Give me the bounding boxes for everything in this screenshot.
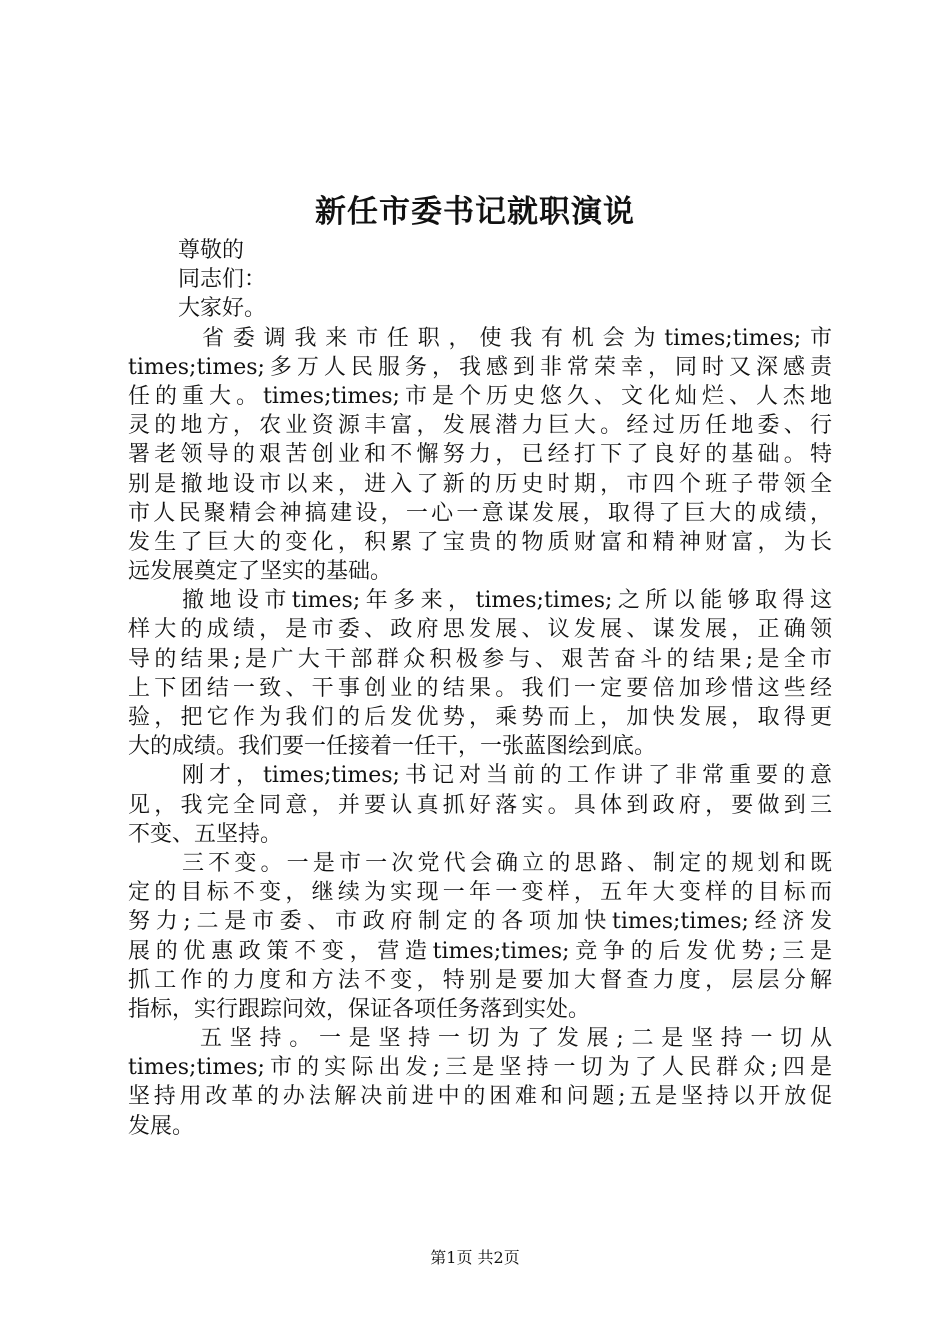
paragraph-3-line: 不变、五坚持。 [128, 821, 283, 847]
paragraph-5-line: times;times;市的实际出发;三是坚持一切为了人民群众;四是 [128, 1055, 832, 1081]
paragraph-4-line: 展的优惠政策不变，营造times;times;竞争的后发优势;三是 [128, 938, 832, 964]
paragraph-5-line: 五坚持。一是坚持一切为了发展;二是坚持一切从 [200, 1026, 832, 1052]
paragraph-1-line: 发生了巨大的变化，积累了宝贵的物质财富和精神财富，为长 [128, 529, 832, 555]
paragraph-1-line: 省委调我来市任职，使我有机会为times;times;市 [202, 325, 832, 351]
paragraph-1-line: 远发展奠定了坚实的基础。 [128, 559, 393, 585]
paragraph-2-line: 导的结果;是广大干部群众积极参与、艰苦奋斗的结果;是全市 [128, 646, 832, 672]
paragraph-4-line: 三不变。一是市一次党代会确立的思路、制定的规划和既 [182, 850, 832, 876]
document-title: 新任市委书记就职演说 [315, 194, 635, 230]
paragraph-2-line: 大的成绩。我们要一任接着一任干，一张蓝图绘到底。 [128, 734, 657, 760]
paragraph-1-line: 市人民聚精会神搞建设，一心一意谋发展，取得了巨大的成绩， [128, 500, 832, 526]
paragraph-4-line: 抓工作的力度和方法不变，特别是要加大督查力度，层层分解 [128, 967, 832, 993]
paragraph-2-line: 样大的成绩，是市委、政府思发展、议发展、谋发展，正确领 [128, 617, 832, 643]
salutation-line: 同志们： [178, 267, 267, 293]
paragraph-1-line: 任的重大。times;times;市是个历史悠久、文化灿烂、人杰地 [128, 383, 832, 409]
page-number: 第1页 共2页 [430, 1248, 520, 1267]
paragraph-2-line: 验，把它作为我们的后发优势，乘势而上，加快发展，取得更 [128, 705, 832, 730]
paragraph-2-line: 上下团结一致、干事创业的结果。我们一定要倍加珍惜这些经 [128, 675, 832, 701]
paragraph-3-line: 见，我完全同意，并要认真抓好落实。具体到政府，要做到三 [128, 792, 832, 818]
paragraph-5-line: 坚持用改革的办法解决前进中的困难和问题;五是坚持以开放促 [128, 1084, 832, 1110]
paragraph-4-line: 努力;二是市委、市政府制定的各项加快times;times;经济发 [128, 909, 832, 935]
salutation-line: 尊敬的 [178, 238, 245, 263]
document-body [128, 236, 832, 1141]
paragraph-1-line: times;times;多万人民服务，我感到非常荣幸，同时又深感责 [128, 354, 832, 380]
paragraph-2-line: 撤地设市times;年多来，times;times;之所以能够取得这 [182, 588, 832, 614]
salutation-line: 大家好。 [178, 296, 267, 322]
paragraph-5-line: 发展。 [128, 1113, 195, 1139]
paragraph-1-line: 别是撤地设市以来，进入了新的历史时期，市四个班子带领全 [128, 471, 832, 497]
paragraph-1-line: 署老领导的艰苦创业和不懈努力，已经打下了良好的基础。特 [128, 442, 832, 468]
paragraph-4-line: 指标，实行跟踪问效，保证各项任务落到实处。 [128, 996, 591, 1022]
paragraph-3-line: 刚才，times;times;书记对当前的工作讲了非常重要的意 [182, 763, 832, 789]
paragraph-4-line: 定的目标不变，继续为实现一年一变样，五年大变样的目标而 [128, 880, 832, 906]
paragraph-1-line: 灵的地方，农业资源丰富，发展潜力巨大。经过历任地委、行 [128, 413, 832, 439]
